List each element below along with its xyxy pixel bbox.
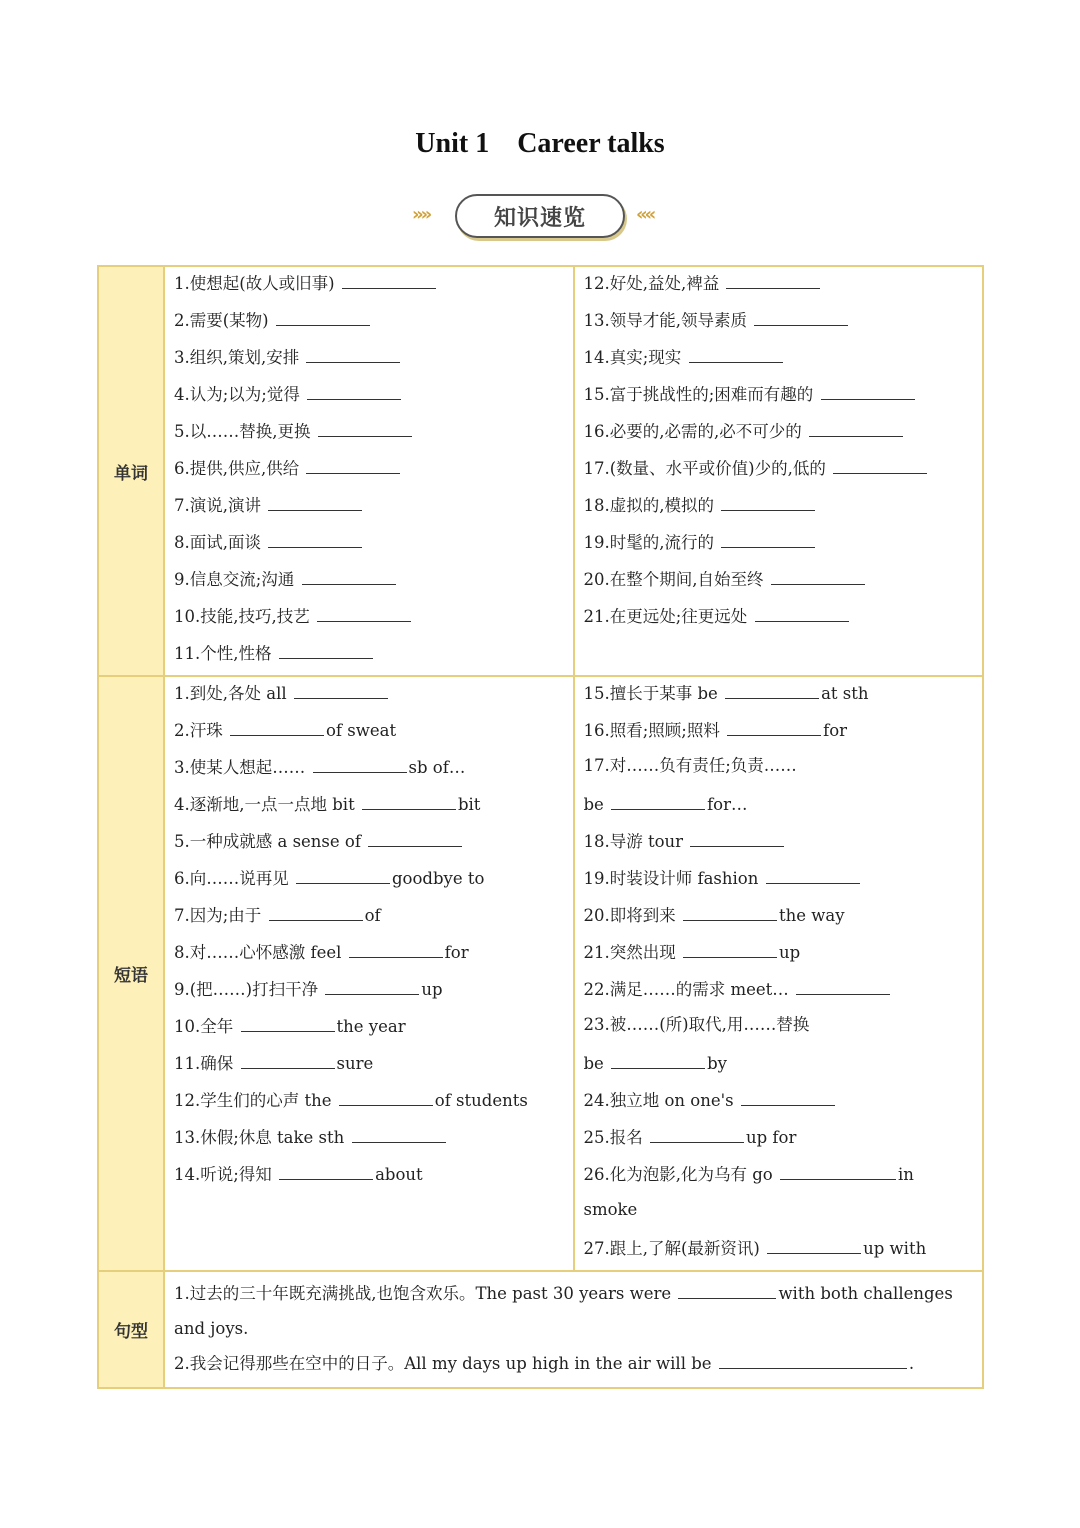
answer-blank[interactable]: [683, 900, 777, 921]
answer-blank[interactable]: [368, 826, 462, 847]
word-item: [174, 638, 565, 675]
phrase-suffix: sure: [336, 1054, 374, 1073]
phrase-item: [174, 1011, 565, 1048]
page-title: Unit 1 Career talks: [415, 128, 665, 159]
phrase-prompt: 8.对……心怀感激 feel: [174, 943, 342, 962]
answer-blank[interactable]: [727, 715, 821, 736]
phrase-suffix: goodbye to: [392, 869, 485, 888]
answer-blank[interactable]: [279, 1159, 373, 1180]
phrase-suffix: of: [364, 906, 381, 925]
phrase-prompt: 4.逐渐地,一点一点地 bit: [174, 795, 355, 814]
word-item: [584, 379, 975, 416]
phrase-item: [174, 1122, 565, 1159]
word-item: [584, 564, 975, 601]
answer-blank[interactable]: [313, 752, 407, 773]
phrase-prompt: 22.满足……的需求 meet…: [583, 980, 789, 999]
phrase-item: [584, 789, 975, 826]
answer-blank[interactable]: [719, 1348, 907, 1369]
answer-blank[interactable]: [678, 1278, 776, 1299]
answer-blank[interactable]: [296, 863, 390, 884]
word-item: [174, 268, 565, 305]
answer-blank[interactable]: [294, 678, 388, 699]
word-prompt: 20.在整个期间,自始至终: [583, 570, 764, 589]
answer-blank[interactable]: [342, 268, 436, 289]
answer-blank[interactable]: [725, 678, 819, 699]
answer-blank[interactable]: [721, 527, 815, 548]
phrases-left-column: [164, 676, 574, 1271]
answer-blank[interactable]: [317, 601, 411, 622]
answer-blank[interactable]: [302, 564, 396, 585]
phrase-suffix: the way: [779, 906, 845, 925]
answer-blank[interactable]: [767, 1233, 861, 1254]
phrase-prompt: 26.化为泡影,化为乌有 go: [583, 1165, 773, 1184]
word-item: [584, 305, 975, 342]
word-prompt: 15.富于挑战性的;困难而有趣的: [583, 385, 814, 404]
phrase-item: [584, 752, 975, 789]
phrase-item: [584, 1122, 975, 1159]
phrase-item: [174, 826, 565, 863]
answer-blank[interactable]: [268, 527, 362, 548]
answer-blank[interactable]: [230, 715, 324, 736]
answer-blank[interactable]: [268, 490, 362, 511]
answer-blank[interactable]: [611, 789, 705, 810]
answer-blank[interactable]: [276, 305, 370, 326]
phrase-item: [174, 863, 565, 900]
word-item: [584, 601, 975, 638]
phrase-prompt: 21.突然出现: [583, 943, 676, 962]
phrase-suffix: up: [779, 943, 801, 962]
answer-blank[interactable]: [796, 974, 890, 995]
word-item: [584, 416, 975, 453]
phrase-prompt: 9.(把……)打扫干净: [174, 980, 319, 999]
phrases-right-column: [574, 676, 984, 1271]
word-prompt: 11.个性,性格: [174, 644, 272, 663]
word-prompt: 3.组织,策划,安排: [174, 348, 300, 367]
answer-blank[interactable]: [241, 1011, 335, 1032]
sentences-cell: [164, 1271, 983, 1388]
phrase-item: [584, 863, 975, 900]
phrase-prompt: 2.汗珠: [174, 721, 223, 740]
phrase-suffix: the year: [336, 1017, 406, 1036]
phrase-item: [174, 715, 565, 752]
word-prompt: 14.真实;现实: [583, 348, 682, 367]
phrase-item: [584, 900, 975, 937]
phrase-prompt: 16.照看;照顾;照料: [583, 721, 720, 740]
word-item: [584, 268, 975, 305]
answer-blank[interactable]: [318, 416, 412, 437]
word-prompt: 18.虚拟的,模拟的: [583, 496, 714, 515]
phrase-item: [174, 1085, 565, 1122]
word-prompt: 19.时髦的,流行的: [583, 533, 714, 552]
word-prompt: 21.在更远处;往更远处: [583, 607, 748, 626]
phrase-prompt: 12.学生们的心声 the: [174, 1091, 332, 1110]
answer-blank[interactable]: [755, 601, 849, 622]
sentence-2: 2.我会记得那些在空中的日子。All my days up high in the air will be .: [174, 1346, 974, 1381]
word-prompt: 5.以……替换,更换: [174, 422, 311, 441]
phrase-item: [584, 1233, 975, 1270]
word-item: [584, 527, 975, 564]
word-prompt: 7.演说,演讲: [174, 496, 261, 515]
phrase-suffix: of students: [434, 1091, 528, 1110]
word-item: [584, 490, 975, 527]
category-sentences: 句型: [98, 1271, 164, 1388]
phrase-suffix: up: [421, 980, 443, 999]
words-right-column: [574, 266, 984, 676]
phrase-text: smoke: [583, 1200, 638, 1219]
phrase-prompt: 11.确保: [174, 1054, 234, 1073]
phrase-item: [584, 937, 975, 974]
word-prompt: 1.使想起(故人或旧事): [174, 274, 335, 293]
phrase-item: [174, 1159, 565, 1196]
answer-blank[interactable]: [833, 453, 927, 474]
phrase-suffix: in: [897, 1165, 914, 1184]
phrase-item: [584, 715, 975, 752]
answer-blank[interactable]: [771, 564, 865, 585]
word-prompt: 6.提供,供应,供给: [174, 459, 300, 478]
word-prompt: 2.需要(某物): [174, 311, 269, 330]
phrase-item: [584, 1085, 975, 1122]
word-prompt: 17.(数量、水平或价值)少的,低的: [583, 459, 826, 478]
phrase-suffix: sb of…: [408, 758, 466, 777]
sentence-1: 1.过去的三十年既充满挑战,也饱含欢乐。The past 30 years were with both challenges and joys.: [174, 1276, 974, 1346]
phrase-item: [174, 900, 565, 937]
phrase-prompt: 3.使某人想起……: [174, 758, 306, 777]
answer-blank[interactable]: [241, 1048, 335, 1069]
phrase-suffix: by: [707, 1054, 727, 1073]
banner-badge: [455, 194, 625, 238]
phrase-item: [584, 826, 975, 863]
phrase-item: [174, 789, 565, 826]
answer-blank[interactable]: [809, 416, 903, 437]
answer-blank[interactable]: [766, 863, 860, 884]
word-item: [174, 342, 565, 379]
phrase-suffix: up with: [863, 1239, 927, 1258]
phrase-suffix: about: [375, 1165, 423, 1184]
phrase-prompt: 27.跟上,了解(最新资讯): [583, 1239, 760, 1258]
phrase-item: [584, 1159, 975, 1196]
word-prompt: 9.信息交流;沟通: [174, 570, 295, 589]
word-item: [174, 453, 565, 490]
phrase-suffix: at sth: [821, 684, 869, 703]
answer-blank[interactable]: [721, 490, 815, 511]
phrase-prompt: 1.到处,各处 all: [174, 684, 287, 703]
answer-blank[interactable]: [349, 937, 443, 958]
phrase-item: [174, 752, 565, 789]
answer-blank[interactable]: [352, 1122, 446, 1143]
word-item: [174, 416, 565, 453]
answer-blank[interactable]: [362, 789, 456, 810]
answer-blank[interactable]: [611, 1048, 705, 1069]
word-prompt: 12.好处,益处,裨益: [583, 274, 720, 293]
word-item: [174, 564, 565, 601]
phrase-text: 23.被……(所)取代,用……替换: [583, 1015, 810, 1034]
phrase-prompt: 5.一种成就感 a sense of: [174, 832, 361, 851]
category-phrases: 短语: [98, 676, 164, 1271]
answer-blank[interactable]: [306, 342, 400, 363]
phrase-suffix: for: [823, 721, 848, 740]
word-prompt: 13.领导才能,领导素质: [583, 311, 747, 330]
word-item: [174, 305, 565, 342]
word-prompt: 16.必要的,必需的,必不可少的: [583, 422, 802, 441]
phrase-prompt: 25.报名: [583, 1128, 643, 1147]
answer-blank[interactable]: [780, 1159, 896, 1180]
answer-blank[interactable]: [269, 900, 363, 921]
phrase-prompt: 10.全年: [174, 1017, 234, 1036]
phrase-item: [584, 1011, 975, 1048]
phrase-prompt: 7.因为;由于: [174, 906, 262, 925]
answer-blank[interactable]: [306, 453, 400, 474]
chevron-right-icon: »»: [412, 204, 430, 225]
phrase-prompt: 13.休假;休息 take sth: [174, 1128, 345, 1147]
phrase-suffix: bit: [457, 795, 481, 814]
answer-blank[interactable]: [650, 1122, 744, 1143]
chevron-left-icon: ««: [636, 204, 654, 225]
phrase-prompt: 24.独立地 on one's: [583, 1091, 734, 1110]
answer-blank[interactable]: [307, 379, 401, 400]
section-banner: [0, 194, 1080, 240]
category-words: 单词: [98, 266, 164, 676]
phrase-item: [584, 974, 975, 1011]
phrase-item: [174, 937, 565, 974]
banner-label: 知识速览: [493, 205, 586, 231]
word-item: [174, 601, 565, 638]
answer-blank[interactable]: [741, 1085, 835, 1106]
answer-blank[interactable]: [821, 379, 915, 400]
answer-blank[interactable]: [689, 342, 783, 363]
phrase-suffix: for…: [707, 795, 748, 814]
word-item: [174, 490, 565, 527]
phrase-item: [584, 1196, 975, 1233]
answer-blank[interactable]: [726, 268, 820, 289]
phrase-suffix: for: [444, 943, 469, 962]
phrase-prompt: 18.导游 tour: [583, 832, 684, 851]
word-item: [584, 453, 975, 490]
phrase-prompt: 19.时装设计师 fashion: [583, 869, 759, 888]
word-prompt: 4.认为;以为;觉得: [174, 385, 300, 404]
phrase-suffix: up for: [746, 1128, 797, 1147]
phrase-prompt: 14.听说;得知: [174, 1165, 272, 1184]
phrase-item: [174, 678, 565, 715]
answer-blank[interactable]: [683, 937, 777, 958]
word-prompt: 10.技能,技巧,技艺: [174, 607, 310, 626]
phrase-text: 17.对……负有责任;负责……: [583, 756, 797, 775]
answer-blank[interactable]: [754, 305, 848, 326]
answer-blank[interactable]: [279, 638, 373, 659]
phrase-item: [584, 1048, 975, 1085]
phrase-prompt: be: [583, 1054, 604, 1073]
phrase-suffix: of sweat: [326, 721, 397, 740]
phrase-prompt: 20.即将到来: [583, 906, 676, 925]
phrase-prompt: be: [583, 795, 604, 814]
phrase-item: [584, 678, 975, 715]
answer-blank[interactable]: [690, 826, 784, 847]
knowledge-table: [97, 265, 984, 1389]
phrase-prompt: 6.向……说再见: [174, 869, 289, 888]
answer-blank[interactable]: [339, 1085, 433, 1106]
answer-blank[interactable]: [325, 974, 419, 995]
word-item: [584, 342, 975, 379]
word-prompt: 8.面试,面谈: [174, 533, 261, 552]
word-item: [174, 379, 565, 416]
phrase-item: [174, 974, 565, 1011]
phrase-item: [174, 1048, 565, 1085]
phrase-prompt: 15.擅长于某事 be: [583, 684, 718, 703]
word-item: [174, 527, 565, 564]
words-left-column: [164, 266, 574, 676]
